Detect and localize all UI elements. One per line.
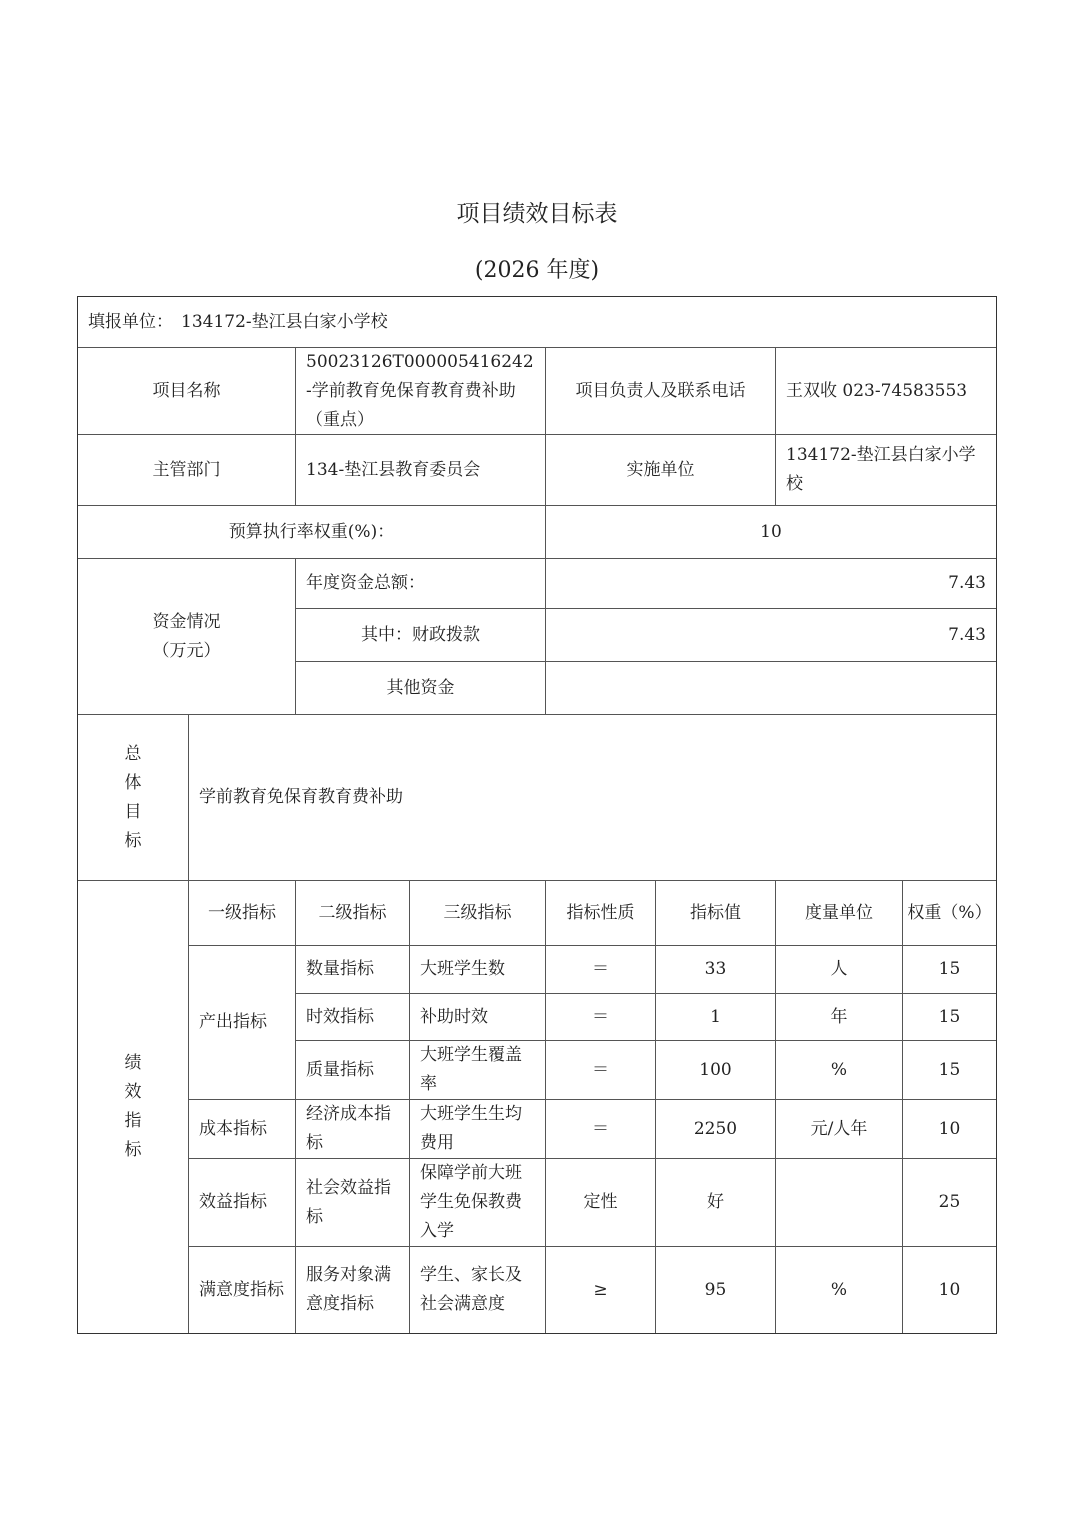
impl-unit-label: 实施单位: [545, 434, 776, 506]
unit-cell: [775, 1158, 903, 1247]
indicators-char: 标: [124, 1140, 142, 1160]
unit-cell: %: [775, 1040, 903, 1100]
project-name-label: 项目名称: [77, 347, 296, 435]
col-header-level1: 一级指标: [188, 880, 296, 946]
level2-cell: 数量指标: [295, 945, 410, 994]
nature-cell: ＝: [545, 945, 656, 994]
value-cell: 好: [655, 1158, 776, 1247]
weight-cell: 15: [902, 1040, 997, 1100]
level3-cell: 大班学生数: [409, 945, 546, 994]
level3-cell: 保障学前大班学生免保教费入学: [409, 1158, 546, 1247]
overall-goal-label: [77, 714, 189, 881]
level1-satisfaction: 满意度指标: [188, 1246, 296, 1334]
level1-benefit: 效益指标: [188, 1158, 296, 1247]
col-header-level3: 三级指标: [409, 880, 546, 946]
document-title: 项目绩效目标表: [456, 201, 618, 227]
reporting-unit-label: 填报单位：: [88, 311, 173, 332]
budget-weight-label: 预算执行率权重(%)：: [77, 505, 546, 559]
indicators-section-label: [77, 880, 189, 1334]
nature-cell: ＝: [545, 993, 656, 1041]
level2-cell: 服务对象满意度指标: [295, 1246, 410, 1334]
overall-goal-char: 总: [124, 743, 142, 764]
unit-cell: 年: [775, 993, 903, 1041]
project-name-value: 50023126T000005416242-学前教育免保育教育费补助（重点）: [295, 347, 546, 435]
indicators-char: 指: [124, 1111, 142, 1131]
budget-weight-value: 10: [545, 505, 997, 559]
contact-value: 王双收 023-74583553: [775, 347, 997, 435]
col-header-level2: 二级指标: [295, 880, 410, 946]
funds-total-label: 年度资金总额：: [295, 558, 546, 609]
funds-section-label: [77, 558, 296, 715]
weight-cell: 15: [902, 945, 997, 994]
funds-total-value: 7.43: [545, 558, 997, 609]
weight-cell: 25: [902, 1158, 997, 1247]
overall-goal-value: 学前教育免保育教育费补助: [188, 714, 997, 881]
value-cell: 33: [655, 945, 776, 994]
unit-cell: %: [775, 1246, 903, 1334]
value-cell: 95: [655, 1246, 776, 1334]
funds-other-label: 其他资金: [295, 661, 546, 715]
unit-cell: 人: [775, 945, 903, 994]
col-header-nature: 指标性质: [545, 880, 656, 946]
weight-cell: 10: [902, 1246, 997, 1334]
funds-label-line2: （万元）: [152, 640, 221, 661]
value-cell: 100: [655, 1040, 776, 1100]
document-year: (2026 年度): [474, 258, 600, 283]
level3-cell: 大班学生覆盖率: [409, 1040, 546, 1100]
indicators-char: 绩: [124, 1053, 142, 1073]
nature-cell: 定性: [545, 1158, 656, 1247]
overall-goal-char: 标: [124, 830, 142, 851]
level3-cell: 大班学生生均费用: [409, 1099, 546, 1159]
nature-cell: ≥: [545, 1246, 656, 1334]
value-cell: 2250: [655, 1099, 776, 1159]
funds-fiscal-value: 7.43: [545, 608, 997, 662]
funds-fiscal-label: 其中：财政拨款: [295, 608, 546, 662]
col-header-unit: 度量单位: [775, 880, 903, 946]
nature-cell: ＝: [545, 1040, 656, 1100]
department-label: 主管部门: [77, 434, 296, 506]
department-value: 134-垫江县教育委员会: [295, 434, 546, 506]
level2-cell: 社会效益指标: [295, 1158, 410, 1247]
nature-cell: ＝: [545, 1099, 656, 1159]
level1-output: 产出指标: [188, 945, 296, 1100]
level3-cell: 学生、家长及社会满意度: [409, 1246, 546, 1334]
overall-goal-char: 体: [124, 772, 142, 793]
weight-cell: 10: [902, 1099, 997, 1159]
reporting-unit-value: 134172-垫江县白家小学校: [181, 311, 388, 332]
col-header-weight: 权重（%）: [902, 880, 997, 946]
col-header-value: 指标值: [655, 880, 776, 946]
level2-cell: 经济成本指标: [295, 1099, 410, 1159]
indicators-char: 效: [124, 1082, 142, 1102]
reporting-unit-row: [77, 296, 997, 348]
overall-goal-char: 目: [124, 801, 142, 822]
impl-unit-value: 134172-垫江县白家小学校: [775, 434, 997, 506]
funds-other-value: [545, 661, 997, 715]
level2-cell: 时效指标: [295, 993, 410, 1041]
contact-label: 项目负责人及联系电话: [545, 347, 776, 435]
level1-cost: 成本指标: [188, 1099, 296, 1159]
level3-cell: 补助时效: [409, 993, 546, 1041]
level2-cell: 质量指标: [295, 1040, 410, 1100]
value-cell: 1: [655, 993, 776, 1041]
funds-label-line1: 资金情况: [152, 611, 221, 632]
weight-cell: 15: [902, 993, 997, 1041]
unit-cell: 元/人年: [775, 1099, 903, 1159]
